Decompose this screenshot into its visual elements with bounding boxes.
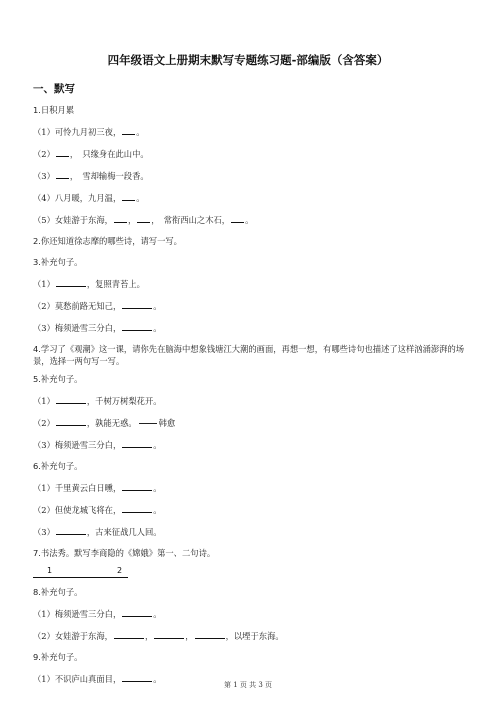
question-prompt: 补充句子。 <box>40 652 83 662</box>
question-9 <box>33 651 473 663</box>
list-item: （3） ， 雪却输梅一段香。 <box>33 171 149 181</box>
question-number: 2. <box>33 236 41 246</box>
question-8 <box>33 586 473 598</box>
line-label: 1 <box>47 566 53 575</box>
list-item: （1）不识庐山真面目， 。 <box>33 674 162 684</box>
list-item: （3） ，古来征战几人回。 <box>33 527 162 537</box>
list-item: （1）可怜九月初三夜， 。 <box>33 127 145 137</box>
page-footer: 第 1 页 共 3 页 <box>223 681 273 689</box>
question-number: 1. <box>33 105 41 115</box>
answer-blank[interactable] <box>114 629 144 639</box>
answer-blank[interactable] <box>56 525 86 535</box>
question-number: 9. <box>33 652 41 662</box>
answer-blank[interactable] <box>56 169 69 179</box>
list-item: （1） ，复照青苔上。 <box>33 279 145 289</box>
list-item: （2） ， 只缘身在此山中。 <box>33 149 149 159</box>
list-item: （2）但使龙城飞将在， 。 <box>33 505 162 515</box>
answer-blank[interactable] <box>122 321 152 331</box>
document-title: 四年级语文上册期末默写专题练习题-部编版（含答案） <box>107 53 389 67</box>
question-number: 8. <box>33 587 41 597</box>
question-6 <box>33 460 473 472</box>
question-prompt: 补充句子。 <box>40 257 83 267</box>
question-3 <box>33 256 473 268</box>
answer-blank[interactable] <box>114 213 127 223</box>
question-number: 4. <box>33 344 41 354</box>
answer-blank[interactable] <box>56 277 86 287</box>
writing-line[interactable] <box>33 565 128 578</box>
list-item: （2） ，孰能无惑。 韩愈 <box>33 418 176 428</box>
list-item: （3）梅须逊雪三分白， 。 <box>33 440 162 450</box>
answer-blank[interactable] <box>56 147 69 157</box>
question-number: 7. <box>33 548 41 558</box>
question-2 <box>33 235 473 247</box>
question-1 <box>33 104 473 116</box>
question-prompt: 书法秀。默写李商隐的《嫦娥》第一、二句诗。 <box>40 548 216 558</box>
list-item: （1） ，千树万树梨花开。 <box>33 396 162 406</box>
question-prompt: 补充句子。 <box>40 461 83 471</box>
question-prompt: 你还知道徐志摩的哪些诗，请写一写。 <box>40 236 182 246</box>
question-list <box>33 104 473 694</box>
answer-blank[interactable] <box>195 629 225 639</box>
line-label: 2 <box>117 566 123 575</box>
list-item: （5）女娃游于东海， ， ， 常衔西山之木石， 。 <box>33 215 254 225</box>
section-heading: 一、默写 <box>33 83 75 95</box>
answer-blank[interactable] <box>56 394 86 404</box>
list-item: （2）女娃游于东海， ， ， ，以堙于东海。 <box>33 631 284 641</box>
question-7 <box>33 547 473 559</box>
answer-blank[interactable] <box>231 213 244 223</box>
answer-blank[interactable] <box>122 125 135 135</box>
question-prompt: 补充句子。 <box>40 587 83 597</box>
question-prompt: 补充句子。 <box>40 374 83 384</box>
em-dash <box>139 423 157 424</box>
answer-blank[interactable] <box>122 191 135 201</box>
question-5 <box>33 373 473 385</box>
answer-blank[interactable] <box>122 503 152 513</box>
question-prompt: 学习了《观潮》这一课，请你先在脑海中想象钱塘江大潮的画面，再想一想，有哪些诗句也描述了这样汹涌澎湃的场景，选择一两句写一写。 <box>33 344 465 366</box>
list-item: （1）千里黄云白日曛， 。 <box>33 483 162 493</box>
question-prompt: 日积月累 <box>40 105 75 115</box>
answer-blank[interactable] <box>122 481 152 491</box>
list-item: （3）梅须逊雪三分白， 。 <box>33 323 162 333</box>
answer-blank[interactable] <box>137 213 150 223</box>
list-item: （2）莫愁前路无知己， 。 <box>33 301 162 311</box>
question-number: 6. <box>33 461 41 471</box>
list-item: （1）梅须逊雪三分白， 。 <box>33 609 162 619</box>
list-item: （4）八月暖，九月温， 。 <box>33 193 145 203</box>
answer-blank[interactable] <box>56 416 86 426</box>
answer-blank[interactable] <box>122 299 152 309</box>
question-number: 3. <box>33 257 41 267</box>
answer-blank[interactable] <box>154 629 184 639</box>
question-4 <box>33 343 473 367</box>
question-number: 5. <box>33 374 41 384</box>
answer-blank[interactable] <box>122 438 152 448</box>
answer-blank[interactable] <box>122 607 152 617</box>
